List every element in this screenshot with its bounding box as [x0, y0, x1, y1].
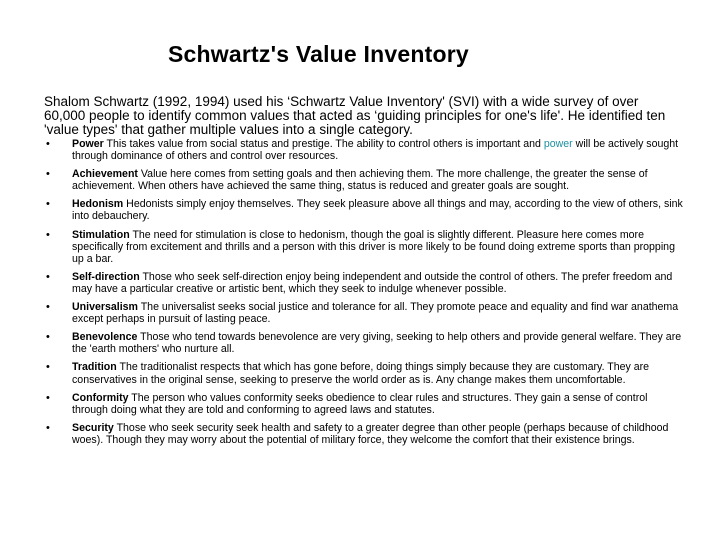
- value-term: Universalism: [72, 301, 138, 314]
- value-term: Tradition: [72, 361, 117, 374]
- bullet-icon: •: [46, 270, 50, 283]
- value-term: Power: [72, 138, 104, 150]
- bullet-icon: •: [46, 138, 50, 150]
- value-description: Value here comes from setting goals and then achieving them. The more challenge, the greater the sense of achievement. When others have achieved the same thing, status is reduced and greater goals are sought.: [72, 168, 648, 193]
- bullet-icon: •: [46, 331, 50, 344]
- value-term: Self-direction: [72, 270, 140, 283]
- value-term: Security: [72, 421, 114, 434]
- value-description: Those who seek self-direction enjoy being independent and outside the control of others. The prefer freedom and may have a particular creative or artistic bent, which they seek to indulge whenever possible.: [72, 270, 673, 295]
- list-item-stimulation: [46, 229, 686, 265]
- value-description: This takes value from social status and prestige. The ability to control others is important and: [103, 138, 544, 150]
- intro-paragraph: Shalom Schwartz (1992, 1994) used his ‘Schwartz Value Inventory' (SVI) with a wide survey of over 60,000 people to identify common values that acted as ‘guiding principles for one's life'. He identified ten 'value types' that gather multiple values into a single category.: [44, 94, 666, 137]
- value-term: Benevolence: [72, 331, 138, 344]
- list-item-universalism: [46, 301, 686, 325]
- list-item-achievement: [46, 168, 686, 192]
- bullet-icon: •: [46, 301, 50, 314]
- value-description: The person who values conformity seeks obedience to clear rules and structures. They gain a sense of control through doing what they are told and conforming to agreed laws and statutes.: [72, 391, 648, 416]
- value-description: The traditionalist respects that which has gone before, doing things simply because they are customary. They are conservatives in the original sense, seeking to preserve the world order as is. Any change makes them uncomfortable.: [72, 361, 650, 386]
- list-item-hedonism: [46, 198, 686, 222]
- value-description-end: will be actively sought through dominance of others and control over resources.: [72, 138, 679, 163]
- value-term: Stimulation: [72, 228, 130, 241]
- value-description: The need for stimulation is close to hedonism, though the goal is slightly different. Pleasure here comes more specifically from excitement and thrills and a person with this driver is more likely to be found doing extreme sports than propping up a bar.: [72, 228, 675, 265]
- list-item-benevolence: [46, 331, 686, 355]
- bullet-icon: •: [46, 198, 50, 211]
- page-title: Schwartz's Value Inventory: [168, 41, 469, 67]
- value-types-list: [46, 138, 686, 452]
- value-description: Hedonists simply enjoy themselves. They seek pleasure above all things and may, according to the view of others, sink into debauchery.: [72, 198, 683, 223]
- value-description: Those who tend towards benevolence are very giving, seeking to help others and provide general welfare. They are the 'earth mothers' who nurture all.: [72, 331, 682, 356]
- value-term: Hedonism: [72, 198, 124, 211]
- list-item-security: [46, 422, 686, 446]
- list-item-tradition: [46, 361, 686, 385]
- value-description: The universalist seeks social justice and tolerance for all. They promote peace and equality and find war anathema except perhaps in pursuit of lasting peace.: [72, 301, 679, 326]
- list-item-conformity: [46, 392, 686, 416]
- highlighted-word: power: [543, 138, 573, 150]
- bullet-icon: •: [46, 391, 50, 404]
- value-term: Achievement: [72, 168, 138, 181]
- bullet-icon: •: [46, 168, 50, 181]
- list-item-self-direction: [46, 271, 686, 295]
- value-description: Those who seek security seek health and safety to a greater degree than other people (perhaps because of childhood woes). Though they may worry about the potential of military force, they welcome the comfort that their existence brings.: [72, 421, 669, 446]
- bullet-icon: •: [46, 228, 50, 241]
- bullet-icon: •: [46, 361, 50, 374]
- value-term: Conformity: [72, 391, 129, 404]
- bullet-icon: •: [46, 421, 50, 434]
- list-item-power: [46, 138, 686, 162]
